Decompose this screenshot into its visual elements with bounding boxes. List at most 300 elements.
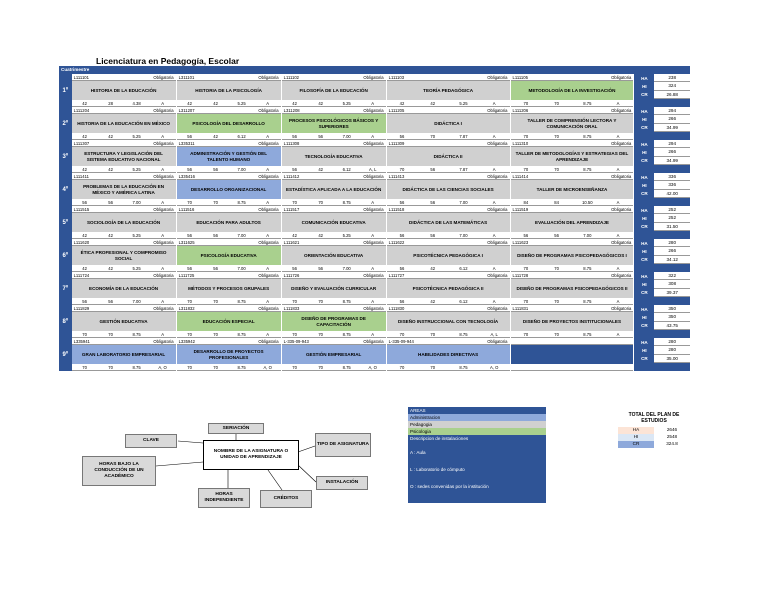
subject-cr: 4.38 xyxy=(132,100,141,106)
subject-instalacion: A xyxy=(616,331,620,337)
subject-ha: 42 xyxy=(82,133,87,139)
subject-cell[interactable] xyxy=(387,206,511,239)
subject-cell[interactable] xyxy=(282,338,387,371)
subject-tipo: Obligatoria xyxy=(487,206,508,212)
subject-cell[interactable] xyxy=(511,305,635,338)
subject-clave: L111623 xyxy=(512,239,529,245)
subject-tipo: Obligatoria xyxy=(258,272,279,278)
subject-cr: 8.75 xyxy=(459,331,468,337)
subject-clave: L111830 xyxy=(388,305,405,311)
subject-clave: L311625 xyxy=(178,239,195,245)
semester-ha: 280 xyxy=(654,239,690,247)
subject-name: GESTIÓN EDUCATIVA xyxy=(72,312,176,331)
semester-cr: 39.37 xyxy=(654,289,690,297)
subject-instalacion: A, L xyxy=(490,331,498,337)
semester-hi: 308 xyxy=(654,280,690,288)
subject-cell[interactable] xyxy=(72,74,177,107)
subject-ha: 70 xyxy=(399,364,405,370)
subject-tipo: Obligatoria xyxy=(363,107,384,113)
semester-number: 7º xyxy=(59,272,72,305)
subject-cell[interactable] xyxy=(72,107,177,140)
subject-cell[interactable] xyxy=(387,272,511,305)
subject-tipo: Obligatoria xyxy=(363,338,384,344)
subject-name: COMUNICACIÓN EDUCATIVA xyxy=(282,213,386,232)
subject-cell[interactable] xyxy=(282,305,387,338)
subject-cr: 7.00 xyxy=(342,133,351,139)
legend-creditos-box: CRÉDITOS xyxy=(260,490,312,508)
subject-instalacion: A, O xyxy=(489,364,499,370)
subject-instalacion: A xyxy=(161,298,165,304)
subject-ha: 56 xyxy=(292,133,297,139)
subject-name: DISEÑO DE PROYECTOS INSTITUCIONALES xyxy=(511,312,634,331)
subject-tipo: Obligatoria xyxy=(153,272,174,278)
subject-clave: L311208 xyxy=(283,107,300,113)
subject-hi: 70 xyxy=(213,298,218,304)
subject-cell[interactable] xyxy=(177,272,282,305)
hi-label: HI xyxy=(634,82,654,90)
cr-label: CR xyxy=(634,157,654,165)
subject-cr: 5.25 xyxy=(342,232,351,238)
ha-label: HA xyxy=(634,140,654,148)
hi-label: HI xyxy=(634,148,654,156)
subject-cell[interactable] xyxy=(72,305,177,338)
subject-name: DISEÑO Y EVALUACIÓN CURRICULAR xyxy=(282,279,386,298)
subject-hi: 42 xyxy=(108,232,113,238)
legend-clave-box: CLAVE xyxy=(125,434,177,448)
subject-clave: L111103 xyxy=(388,74,405,80)
subject-name: TALLER DE METODOLOGÍAS Y ESTRATEGIAS DEL APRENDIZAJE xyxy=(511,147,634,166)
subject-cell[interactable] xyxy=(282,173,387,206)
subject-ha: 70 xyxy=(292,331,297,337)
subject-cell[interactable] xyxy=(177,338,282,371)
subject-hi: 56 xyxy=(430,199,436,205)
subject-name: FILOSOFÍA DE LA EDUCACIÓN xyxy=(282,81,386,100)
subject-ha: 70 xyxy=(187,298,192,304)
legend-tipo-box: TIPO DE ASIGNATURA xyxy=(315,433,371,457)
subject-cell[interactable] xyxy=(282,206,387,239)
semester-cr: 43.75 xyxy=(654,322,690,330)
subject-hi: 56 xyxy=(213,232,218,238)
area-psicologia: Psicologia xyxy=(408,428,546,435)
ha-label: HA xyxy=(634,206,654,214)
subject-instalacion: A, L xyxy=(368,166,377,172)
subject-clave: L111411 xyxy=(73,173,89,179)
subject-clave: L111413 xyxy=(388,173,405,179)
subject-tipo: Obligatoria xyxy=(611,173,632,179)
semester-number: 9º xyxy=(59,338,72,371)
subject-clave: L311101 xyxy=(178,74,195,80)
subject-cell[interactable] xyxy=(387,305,511,338)
subject-hi: 42 xyxy=(430,298,436,304)
subject-instalacion: A xyxy=(371,199,375,205)
subject-cr: 8.75 xyxy=(583,133,592,139)
subject-hi: 42 xyxy=(318,232,323,238)
semester-totals-filler xyxy=(634,330,690,338)
subject-hi: 56 xyxy=(318,133,323,139)
subject-tipo: Obligatoria xyxy=(363,272,384,278)
subject-name: ADMINISTRACIÓN Y GESTIÓN DEL TALENTO HUMANO xyxy=(177,147,281,166)
subject-cell[interactable] xyxy=(72,239,177,272)
subject-name: METODOLOGÍA DE LA INVESTIGACIÓN xyxy=(511,81,634,100)
areas-legend xyxy=(408,407,546,503)
semester-totals xyxy=(634,305,690,338)
semester-totals-filler xyxy=(634,297,690,305)
subject-instalacion: A, O xyxy=(368,364,377,370)
semester-totals xyxy=(634,107,690,140)
totals-ha-label: HA xyxy=(618,427,654,434)
semester-cr: 42.00 xyxy=(654,190,690,198)
subject-hi: 56 xyxy=(430,166,436,172)
subject-ha: 56 xyxy=(399,265,405,271)
subject-hi: 56 xyxy=(554,232,559,238)
subject-hi: 84 xyxy=(554,199,559,205)
legend-horas-independiente-box: HORAS INDEPENDIENTE xyxy=(198,488,250,508)
semester-totals xyxy=(634,74,690,107)
subject-clave: L111728 xyxy=(512,272,529,278)
semester-row xyxy=(59,74,690,107)
area-pedagogia: Pedagogia xyxy=(408,421,546,428)
subject-name: DIDÁCTICA II xyxy=(387,147,510,166)
subject-cell[interactable] xyxy=(177,140,282,173)
subject-ha: 70 xyxy=(523,298,529,304)
subject-cell[interactable] xyxy=(387,173,511,206)
subject-ha: 56 xyxy=(187,133,192,139)
subject-cell[interactable] xyxy=(282,239,387,272)
subject-name: PROCESOS PSICOLÓGICOS BÁSICOS Y SUPERIORES xyxy=(282,114,386,133)
subject-name: PROBLEMAS DE LA EDUCACIÓN EN MÉXICO Y AMÉRICA LATINA xyxy=(72,180,176,199)
hi-label: HI xyxy=(634,115,654,123)
subject-name: HISTORIA DE LA EDUCACIÓN xyxy=(72,81,176,100)
subject-ha: 56 xyxy=(292,265,297,271)
subject-ha: 42 xyxy=(399,100,405,106)
semester-totals xyxy=(634,140,690,173)
subject-ha: 56 xyxy=(399,298,405,304)
subject-name: MÉTODOS Y PROCESOS GRUPALES xyxy=(177,279,281,298)
subject-clave: L111105 xyxy=(512,74,528,80)
subject-cell[interactable] xyxy=(282,107,387,140)
subject-cr: 6.12 xyxy=(459,298,468,304)
subject-ha: 70 xyxy=(523,331,529,337)
subject-hi: 70 xyxy=(213,199,218,205)
subject-cell[interactable] xyxy=(177,107,282,140)
semester-hi: 350 xyxy=(654,313,690,321)
legend-instalacion-box: INSTALACIÓN xyxy=(316,476,368,490)
totals-cr-value: 324.8 xyxy=(666,441,678,446)
subject-instalacion: A xyxy=(161,331,165,337)
subject-name: DIDÁCTICA I xyxy=(387,114,510,133)
subject-instalacion: A xyxy=(616,298,620,304)
subject-tipo: Obligatoria xyxy=(153,305,174,311)
subject-clave: L111519 xyxy=(512,206,529,212)
hi-label: HI xyxy=(634,214,654,222)
subject-tipo: Obligatoria xyxy=(487,239,508,245)
cr-label: CR xyxy=(634,355,654,363)
subject-name: TALLER DE MICROENSEÑANZA xyxy=(511,180,634,199)
subject-hi: 42 xyxy=(318,166,323,172)
subject-cr: 5.25 xyxy=(459,100,468,106)
subject-tipo: Obligatoria xyxy=(258,107,279,113)
cr-label: CR xyxy=(634,91,654,99)
cr-label: CR xyxy=(634,289,654,297)
semester-number: 3º xyxy=(59,140,72,173)
subject-clave: L111412 xyxy=(283,173,300,179)
subject-cr: 8.75 xyxy=(237,331,246,337)
semester-totals xyxy=(634,272,690,305)
semester-cr: 35.00 xyxy=(654,355,690,363)
subject-tipo: Obligatoria xyxy=(153,107,174,113)
subject-cell[interactable] xyxy=(511,272,635,305)
subject-instalacion: A xyxy=(266,331,270,337)
subject-tipo: Obligatoria xyxy=(487,74,508,80)
semester-totals-filler xyxy=(634,231,690,239)
subject-cell[interactable] xyxy=(387,338,511,371)
subject-cell[interactable] xyxy=(177,173,282,206)
subject-cr: 8.75 xyxy=(342,331,351,337)
semester-totals-filler xyxy=(634,264,690,272)
subject-clave: L111102 xyxy=(283,74,299,80)
subject-cell[interactable] xyxy=(72,338,177,371)
subject-cell[interactable] xyxy=(511,74,635,107)
subject-cell[interactable] xyxy=(72,272,177,305)
subject-cell[interactable] xyxy=(511,140,635,173)
subject-instalacion: A xyxy=(266,298,270,304)
subject-cr: 8.75 xyxy=(237,298,246,304)
cr-label: CR xyxy=(634,223,654,231)
subject-instalacion: A xyxy=(616,166,620,172)
semester-cr: 26.88 xyxy=(654,91,690,99)
subject-tipo: Obligatoria xyxy=(258,173,279,179)
subject-instalacion: A, O xyxy=(263,364,272,370)
subject-clave: L311207 xyxy=(178,107,195,113)
subject-instalacion: A xyxy=(616,100,620,106)
installation-aula: A : Aula xyxy=(410,450,426,455)
subject-cr: 5.25 xyxy=(132,166,141,172)
subject-cell[interactable] xyxy=(72,140,177,173)
ha-label: HA xyxy=(634,305,654,313)
subject-hi: 42 xyxy=(430,265,436,271)
subject-clave: L335941 xyxy=(73,338,90,344)
subject-instalacion: A xyxy=(371,265,375,271)
subject-hi: 70 xyxy=(430,331,436,337)
subject-name: ESTADÍSTICA APLICADA A LA EDUCACIÓN xyxy=(282,180,386,199)
totals-ha-value: 2646 xyxy=(666,427,678,432)
subject-tipo: Obligatoria xyxy=(611,239,632,245)
subject-instalacion: A xyxy=(266,166,270,172)
subject-name: DESARROLLO ORGANIZACIONAL xyxy=(177,180,281,199)
subject-tipo: Obligatoria xyxy=(611,107,632,113)
semester-row xyxy=(59,173,690,206)
subject-clave: L111622 xyxy=(388,239,405,245)
subject-cr: 5.25 xyxy=(132,265,141,271)
subject-tipo: Obligatoria xyxy=(363,206,384,212)
subject-tipo: Obligatoria xyxy=(258,239,279,245)
semester-hi: 266 xyxy=(654,115,690,123)
subject-instalacion: A xyxy=(371,133,375,139)
semester-hi: 336 xyxy=(654,181,690,189)
semester-row xyxy=(59,107,690,140)
subject-cell[interactable] xyxy=(282,74,387,107)
ha-label: HA xyxy=(634,239,654,247)
subject-cr: 5.25 xyxy=(342,100,351,106)
subject-clave: L111724 xyxy=(73,272,90,278)
subject-ha: 70 xyxy=(187,364,192,370)
subject-ha: 56 xyxy=(82,199,87,205)
semester-ha: 336 xyxy=(654,173,690,181)
semester-ha: 350 xyxy=(654,305,690,313)
semester-row xyxy=(59,272,690,305)
subject-cell[interactable] xyxy=(387,239,511,272)
subject-instalacion: A xyxy=(161,100,165,106)
hi-label: HI xyxy=(634,346,654,354)
subject-clave: L111833 xyxy=(283,305,300,311)
subject-cell[interactable] xyxy=(511,239,635,272)
installation-lab: L : Laboratorio de cómputo xyxy=(410,467,465,472)
subject-tipo: Obligatoria xyxy=(487,173,508,179)
subject-cell[interactable] xyxy=(387,140,511,173)
semester-cr: 31.50 xyxy=(654,223,690,231)
subject-clave: L-335-09-943 xyxy=(283,338,309,344)
subject-hi: 28 xyxy=(108,100,113,106)
subject-ha: 56 xyxy=(399,232,405,238)
legend-main-box: NOMBRE DE LA ASIGNATURA O UNIDAD DE APRENDIZAJE xyxy=(203,440,299,470)
subject-name: TECNOLOGÍA EDUCATIVA xyxy=(282,147,386,166)
subject-ha: 70 xyxy=(292,199,297,205)
subject-name: GESTIÓN EMPRESARIAL xyxy=(282,345,386,364)
subject-cell[interactable] xyxy=(72,206,177,239)
semester-ha: 252 xyxy=(654,206,690,214)
subject-tipo: Obligatoria xyxy=(258,338,279,344)
subject-instalacion: A xyxy=(161,199,165,205)
subject-clave: L111620 xyxy=(73,239,90,245)
subject-instalacion: A xyxy=(616,232,620,238)
legend-horas-academico-box: HORAS BAJO LA CONDUCCIÓN DE UN ACADÉMICO xyxy=(82,456,156,486)
semester-totals-filler xyxy=(634,198,690,206)
subject-cr: 8.75 xyxy=(342,199,351,205)
subject-tipo: Obligatoria xyxy=(258,74,279,80)
subject-cell[interactable] xyxy=(177,206,282,239)
subject-cell[interactable] xyxy=(282,272,387,305)
subject-ha: 42 xyxy=(292,100,297,106)
subject-cr: 8.75 xyxy=(342,364,351,370)
subject-instalacion: A xyxy=(492,199,496,205)
area-administracion: Administracion xyxy=(408,414,546,421)
subject-cr: 7.00 xyxy=(342,265,351,271)
subject-cell[interactable] xyxy=(511,206,635,239)
subject-cell[interactable] xyxy=(177,239,282,272)
subject-hi: 70 xyxy=(554,298,559,304)
semester-hi: 280 xyxy=(654,346,690,354)
subject-instalacion: A xyxy=(266,265,270,271)
totals-cr-label: CR xyxy=(618,441,654,448)
semester-cr: 34.12 xyxy=(654,256,690,264)
subject-instalacion: A xyxy=(266,232,270,238)
subject-ha: 70 xyxy=(292,364,297,370)
subject-name: EDUCACIÓN PARA ADULTOS xyxy=(177,213,281,232)
subject-instalacion: A xyxy=(266,133,270,139)
semester-number: 8º xyxy=(59,305,72,338)
semester-ha: 322 xyxy=(654,272,690,280)
subject-cr: 6.12 xyxy=(342,166,351,172)
subject-instalacion: A xyxy=(616,199,620,205)
hi-label: HI xyxy=(634,247,654,255)
semester-row xyxy=(59,206,690,239)
subject-instalacion: A xyxy=(161,133,165,139)
subject-cr: 8.75 xyxy=(132,364,141,370)
installation-otros: O : sedes convenidas por la institución xyxy=(410,484,489,489)
subject-hi: 42 xyxy=(318,100,323,106)
subject-cell[interactable] xyxy=(282,140,387,173)
subject-cr: 8.75 xyxy=(583,331,592,337)
subject-cell[interactable] xyxy=(511,173,635,206)
cr-label: CR xyxy=(634,322,654,330)
subject-cell[interactable] xyxy=(387,107,511,140)
subject-hi: 70 xyxy=(318,298,323,304)
subject-ha: 42 xyxy=(187,100,192,106)
subject-cr: 7.00 xyxy=(459,232,468,238)
subject-tipo: Obligatoria xyxy=(487,338,508,344)
subject-clave: L111621 xyxy=(283,239,300,245)
subject-instalacion: A xyxy=(616,265,620,271)
subject-tipo: Obligatoria xyxy=(363,140,384,146)
subject-ha: 70 xyxy=(82,331,87,337)
cr-label: CR xyxy=(634,256,654,264)
subject-name: PSICOLOGÍA EDUCATIVA xyxy=(177,246,281,265)
subject-ha: 70 xyxy=(292,298,297,304)
subject-cell[interactable] xyxy=(511,338,635,371)
subject-cell[interactable] xyxy=(387,74,511,107)
legend-seriacion-box: SERIACIÓN xyxy=(208,423,264,434)
subject-instalacion: A xyxy=(371,331,375,337)
semester-hi: 266 xyxy=(654,247,690,255)
subject-clave: L111515 xyxy=(73,206,90,212)
subject-ha: 56 xyxy=(399,133,405,139)
subject-ha: 70 xyxy=(187,331,192,337)
cr-label: CR xyxy=(634,124,654,132)
subject-cell[interactable] xyxy=(177,74,282,107)
subject-instalacion: A xyxy=(492,100,496,106)
subject-clave: L111206 xyxy=(512,107,529,113)
subject-cr: 7.00 xyxy=(132,298,141,304)
subject-ha: 56 xyxy=(187,232,192,238)
subject-cr: 8.75 xyxy=(132,331,141,337)
subject-instalacion: A xyxy=(371,232,375,238)
ha-label: HA xyxy=(634,173,654,181)
hi-label: HI xyxy=(634,313,654,321)
subject-clave: L111725 xyxy=(178,272,195,278)
subject-cr: 8.75 xyxy=(583,100,592,106)
semester-totals-filler xyxy=(634,363,690,371)
cr-label: CR xyxy=(634,190,654,198)
subject-clave: L-335-09-944 xyxy=(388,338,414,344)
semester-number: 2º xyxy=(59,107,72,140)
subject-ha: 56 xyxy=(399,199,405,205)
semester-number: 6º xyxy=(59,239,72,272)
subject-cell[interactable] xyxy=(511,107,635,140)
subject-tipo: Obligatoria xyxy=(611,74,632,80)
subject-instalacion: A, O xyxy=(158,364,167,370)
semester-totals-filler xyxy=(634,132,690,140)
subject-ha: 70 xyxy=(187,199,192,205)
subject-cell[interactable] xyxy=(72,173,177,206)
subject-clave: L111205 xyxy=(388,107,405,113)
subject-clave: L111310 xyxy=(512,140,529,146)
subject-instalacion: A xyxy=(492,298,496,304)
semester-cr: 34.99 xyxy=(654,157,690,165)
subject-cell[interactable] xyxy=(177,305,282,338)
subject-cr: 7.00 xyxy=(132,199,141,205)
subject-cr: 10.50 xyxy=(582,199,593,205)
subject-cr: 8.75 xyxy=(583,298,592,304)
